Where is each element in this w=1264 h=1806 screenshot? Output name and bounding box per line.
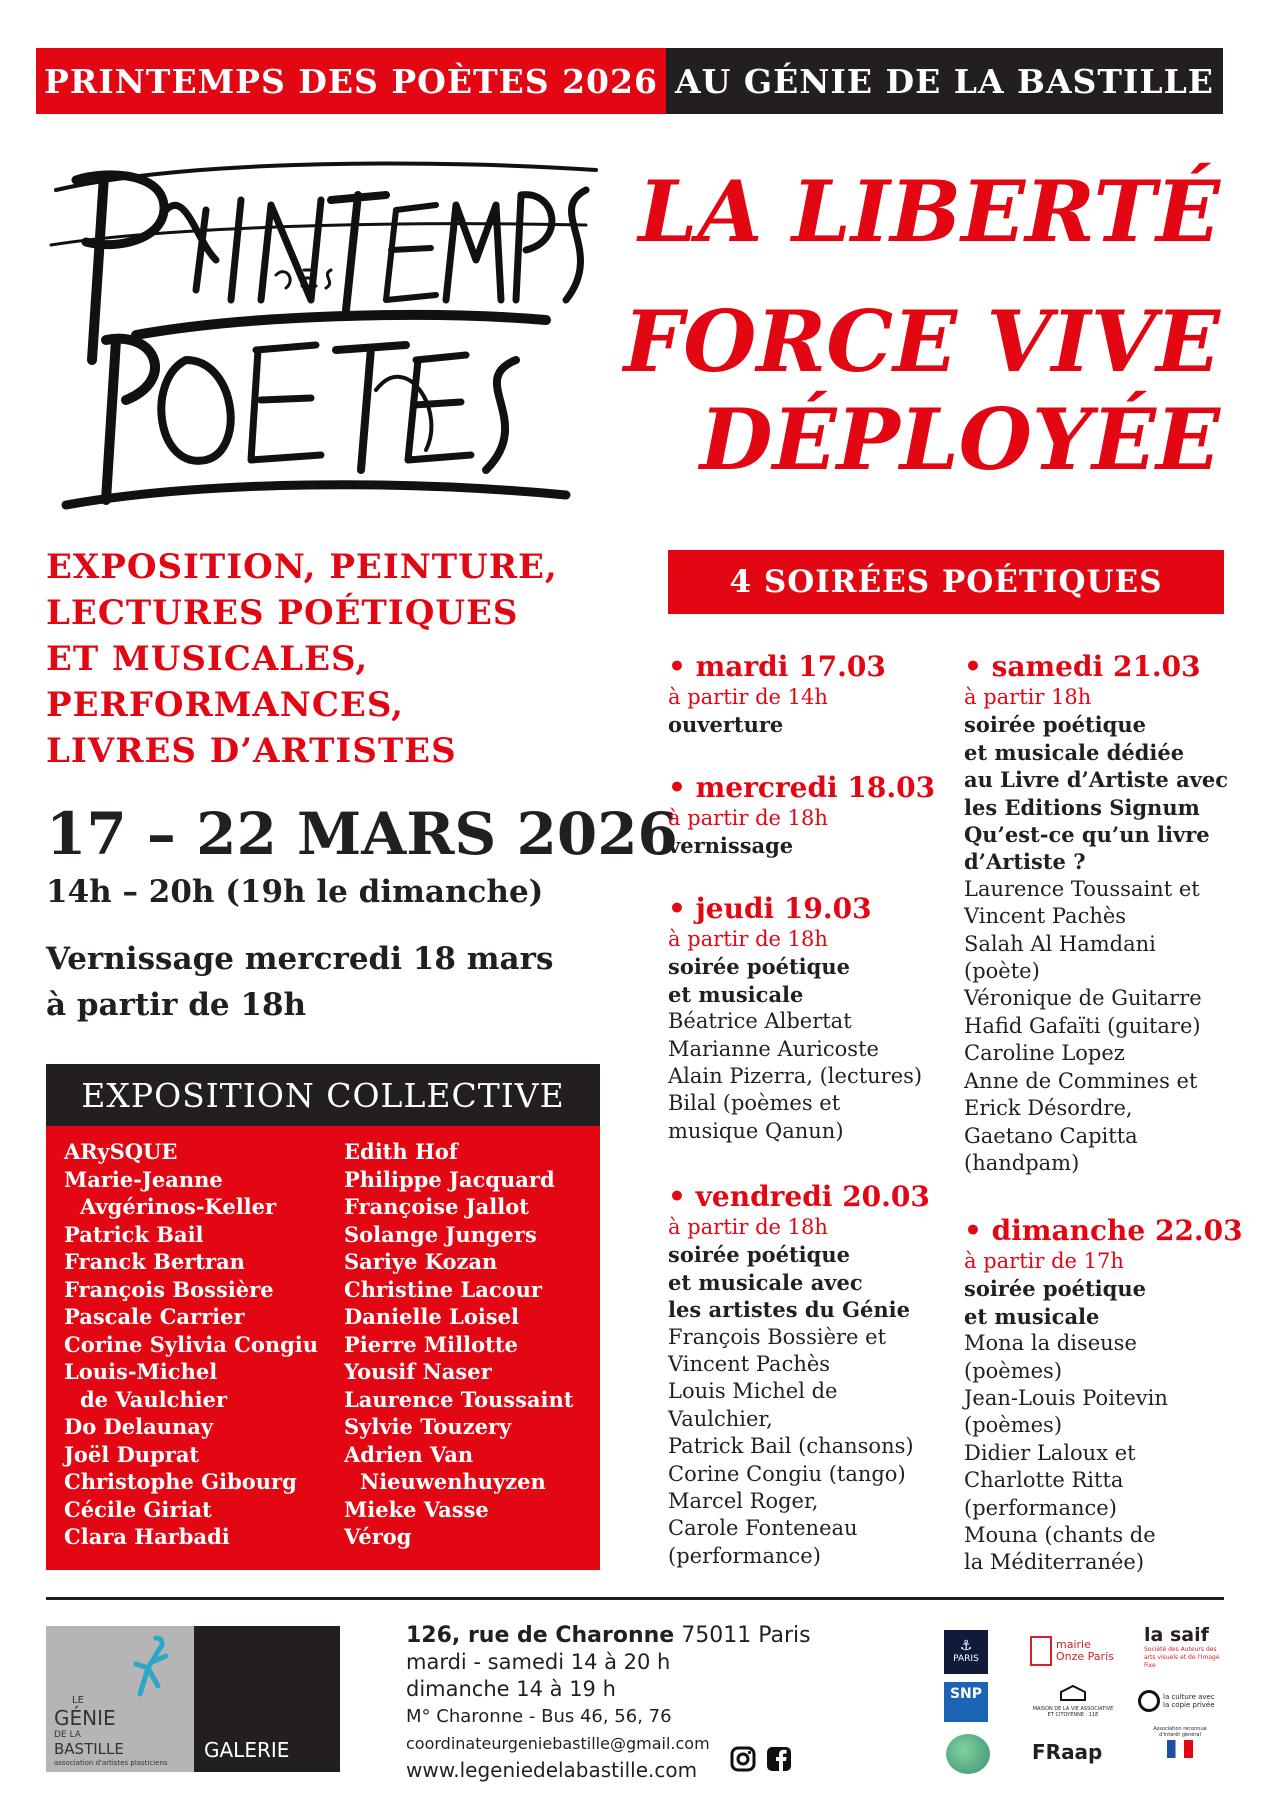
artist-name: Clara Harbadi [64, 1524, 230, 1549]
mairie-glyph-icon [1030, 1636, 1052, 1666]
title-line2: FORCE VIVE [623, 292, 1220, 391]
instagram-icon[interactable] [730, 1746, 756, 1776]
fraap-logo [1032, 1740, 1102, 1764]
event-title: les Editions Signum [964, 794, 1200, 820]
galerie-block [194, 1626, 340, 1772]
event-performer: Laurence Toussaint et [964, 876, 1200, 901]
artist-name: Danielle Loisel [344, 1304, 519, 1329]
event-jeudi [668, 892, 922, 1145]
saif-logo [1144, 1624, 1224, 1670]
artist-name: Nieuwenhuyzen [360, 1469, 546, 1494]
logo-word: BASTILLE [54, 1740, 124, 1758]
artist-name: Pierre Millotte [344, 1331, 518, 1357]
event-day: • mercredi 18.03 [668, 771, 936, 804]
subtitle-line: LECTURES POÉTIQUES [46, 593, 519, 633]
event-performer: Vaulchier, [668, 1406, 773, 1431]
event-performer: Jean-Louis Poitevin [964, 1386, 1168, 1411]
artist-name: Do Delaunay [64, 1414, 214, 1439]
event-time: à partir de 18h [668, 1215, 828, 1239]
event-dimanche [964, 1214, 1243, 1577]
event-performer: (poèmes) [964, 1413, 1063, 1438]
artist-name: Sylvie Touzery [344, 1414, 512, 1439]
event-samedi [964, 650, 1228, 1177]
artist-name: Cécile Giriat [64, 1496, 212, 1522]
website-link[interactable]: www.legeniedelabastille.com [406, 1758, 698, 1782]
hours-sunday: dimanche 14 à 19 h [406, 1677, 616, 1701]
artist-name: Patrick Bail [64, 1221, 204, 1247]
event-time: à partir de 14h [668, 685, 828, 709]
artist-name: Christine Lacour [344, 1276, 542, 1302]
event-title: soirée poétique [668, 1242, 850, 1268]
event-time: à partir 18h [964, 685, 1092, 709]
logo-word: DE LA [54, 1730, 81, 1740]
artist-name: Christophe Gibourg [64, 1469, 297, 1494]
artist-name: Vérog [344, 1524, 412, 1549]
logo-word: LE [72, 1695, 84, 1706]
event-performer: (handpam) [964, 1150, 1080, 1175]
artist-name: Louis-Michel [64, 1359, 218, 1384]
event-dates: 17 – 22 MARS 2026 [46, 800, 678, 868]
house-icon [1059, 1684, 1087, 1702]
snp-logo [944, 1682, 988, 1722]
copie-logo [1138, 1690, 1224, 1712]
artist-name: François Bossière [64, 1276, 274, 1302]
subtitle-line: LIVRES D’ARTISTES [46, 731, 457, 771]
subtitle-line: EXPOSITION, PEINTURE, [46, 547, 558, 587]
event-performer: Anne de Commines et [964, 1068, 1198, 1093]
event-title: soirée poétique [964, 712, 1146, 738]
event-performer: (performance) [964, 1495, 1117, 1520]
event-performer: Mona la diseuse [964, 1331, 1137, 1356]
soirees-heading: 4 SOIRÉES POÉTIQUES [668, 550, 1224, 614]
artist-name: de Vaulchier [80, 1386, 228, 1412]
green-partner-logo [946, 1734, 990, 1774]
artist-name: Marie-Jeanne [64, 1166, 223, 1192]
title-line3: DÉPLOYÉE [699, 390, 1220, 489]
header-right: AU GÉNIE DE LA BASTILLE [666, 48, 1223, 114]
event-performer: Louis Michel de [668, 1379, 838, 1404]
event-title: ouverture [668, 712, 784, 738]
event-performer: Erick Désordre, [964, 1096, 1133, 1121]
maison-logo [1030, 1684, 1116, 1718]
event-performer: Marianne Auricoste [668, 1036, 879, 1061]
hours-weekday: mardi - samedi 14 à 20 h [406, 1650, 671, 1674]
saif-subtitle: Société des Auteurs des arts visuels et de l'Image Fixe [1144, 1646, 1220, 1669]
event-performer: Vincent Pachès [668, 1352, 831, 1377]
subtitle [46, 544, 558, 774]
genie-logo [46, 1626, 194, 1772]
event-performer: Caroline Lopez [964, 1041, 1125, 1066]
artist-name: Avgérinos-Keller [80, 1194, 277, 1219]
event-title: et musicale avec [668, 1269, 863, 1295]
event-performer: Mouna (chants de [964, 1523, 1156, 1548]
event-title: et musicale dédiée [964, 739, 1185, 765]
event-title: et musicale [964, 1303, 1100, 1329]
artist-name: Solange Jungers [344, 1221, 537, 1247]
copie-glyph-icon [1138, 1690, 1160, 1712]
event-title: soirée poétique [668, 954, 850, 980]
mairie-logo [1030, 1636, 1120, 1666]
galerie-label: GALERIE [204, 1738, 290, 1762]
event-day: • mardi 17.03 [668, 650, 886, 683]
paris-logo [944, 1630, 988, 1674]
event-performer: (poèmes) [964, 1358, 1063, 1383]
event-performer: Hafid Gafaïti (guitare) [964, 1013, 1201, 1038]
artists-col1 [64, 1138, 318, 1551]
event-performer: Patrick Bail (chansons) [668, 1434, 914, 1459]
event-performer: Carole Fonteneau [668, 1516, 858, 1541]
event-performer: Corine Congiu (tango) [668, 1461, 906, 1486]
event-performer: Didier Laloux et [964, 1440, 1136, 1465]
event-time: à partir de 18h [668, 806, 828, 830]
event-day: • vendredi 20.03 [668, 1180, 930, 1213]
saif-label: la saif [1144, 1624, 1209, 1646]
facebook-icon[interactable] [766, 1746, 792, 1776]
subtitle-line: PERFORMANCES, [46, 685, 404, 725]
republique-label: Association reconnue d'intérêt général [1153, 1726, 1207, 1738]
vernissage-line: Vernissage mercredi 18 mars [46, 941, 554, 977]
event-day: • jeudi 19.03 [668, 892, 872, 925]
address-line [406, 1622, 811, 1649]
artist-name: Corine Sylivia Congiu [64, 1331, 319, 1357]
event-performer: Gaetano Capitta [964, 1123, 1138, 1148]
event-performer: Alain Pizerra, (lectures) [668, 1064, 923, 1089]
vernissage-info [46, 936, 553, 1028]
event-performer: Béatrice Albertat [668, 1009, 852, 1034]
event-vendredi [668, 1180, 930, 1570]
event-performer: (poète) [964, 959, 1040, 984]
calligraphy-logo-icon [46, 150, 606, 530]
event-title: vernissage [668, 833, 794, 859]
snp-label: SNP [949, 1686, 983, 1702]
event-performer: Bilal (poèmes et [668, 1091, 841, 1116]
artist-name: Laurence Toussaint [344, 1386, 574, 1412]
event-title: et musicale [668, 981, 804, 1007]
event-title: les artistes du Génie [668, 1297, 911, 1323]
opening-hours: 14h – 20h (19h le dimanche) [46, 874, 544, 910]
printemps-logo [46, 150, 606, 530]
event-performer: Véronique de Guitarre [964, 986, 1202, 1011]
event-time: à partir de 17h [964, 1249, 1124, 1273]
artist-name: Mieke Vasse [344, 1496, 489, 1522]
artist-name: Franck Bertran [64, 1249, 245, 1274]
artist-name: ARySQUE [64, 1139, 178, 1164]
event-performer: François Bossière et [668, 1324, 887, 1349]
artist-name: Sariye Kozan [344, 1249, 498, 1274]
artists-box [46, 1126, 600, 1570]
logo-word: GÉNIE [54, 1706, 116, 1730]
event-title: d’Artiste ? [964, 849, 1086, 875]
artist-name: Pascale Carrier [64, 1304, 245, 1329]
artist-name: Joël Duprat [64, 1441, 200, 1467]
event-performer: Marcel Roger, [668, 1489, 819, 1514]
title-line1: LA LIBERTÉ [638, 162, 1220, 261]
flag-icon [1167, 1740, 1193, 1758]
transport-info: M° Charonne - Bus 46, 56, 76 [406, 1706, 672, 1727]
copie-label: la culture avec la copie privée [1163, 1693, 1215, 1709]
artists-col2 [344, 1138, 573, 1551]
artist-name: Edith Hof [344, 1139, 458, 1164]
logo-tagline: association d'artistes plasticiens [54, 1759, 168, 1767]
event-title: au Livre d’Artiste avec [964, 767, 1229, 793]
maison-label: MAISON DE LA VIE ASSOCIATIVE ET CITOYENNE · 11E [1032, 1706, 1114, 1718]
artist-name: Adrien Van [344, 1441, 474, 1467]
event-mercredi [668, 771, 935, 860]
event-performer: (performance) [668, 1543, 821, 1568]
event-mardi [668, 650, 886, 739]
fraap-label: FRaap [1032, 1740, 1103, 1764]
event-performer: Salah Al Hamdani [964, 931, 1156, 956]
address-street: 126, rue de Charonne [406, 1623, 675, 1648]
genie-logo-text [54, 1694, 168, 1770]
event-title: Qu’est-ce qu’un livre [964, 822, 1210, 848]
vernissage-line: à partir de 18h [46, 987, 307, 1023]
event-performer: Charlotte Ritta [964, 1468, 1124, 1493]
mairie-label: mairie Onze Paris [1056, 1638, 1114, 1663]
paris-glyph-icon: ⚓ [959, 1638, 973, 1654]
republique-logo [1150, 1726, 1210, 1758]
event-performer: la Méditerranée) [964, 1550, 1145, 1575]
email-link[interactable]: coordinateurgeniebastille@gmail.com [406, 1734, 710, 1753]
exposition-heading: EXPOSITION COLLECTIVE [46, 1064, 600, 1126]
artist-name: Yousif Naser [344, 1359, 492, 1384]
event-day: • samedi 21.03 [964, 650, 1201, 683]
footer-divider [46, 1597, 1224, 1600]
paris-label: PARIS [953, 1654, 979, 1664]
address-city: 75011 Paris [674, 1623, 811, 1648]
event-performer: Vincent Pachès [964, 904, 1127, 929]
event-day: • dimanche 22.03 [964, 1214, 1243, 1247]
event-time: à partir de 18h [668, 927, 828, 951]
event-performer: musique Qanun) [668, 1118, 844, 1143]
artist-name: Philippe Jacquard [344, 1166, 555, 1192]
event-title: soirée poétique [964, 1276, 1146, 1302]
artist-name: Françoise Jallot [344, 1194, 529, 1219]
subtitle-line: ET MUSICALES, [46, 639, 369, 679]
header-left: PRINTEMPS DES POÈTES 2026 [36, 48, 666, 114]
